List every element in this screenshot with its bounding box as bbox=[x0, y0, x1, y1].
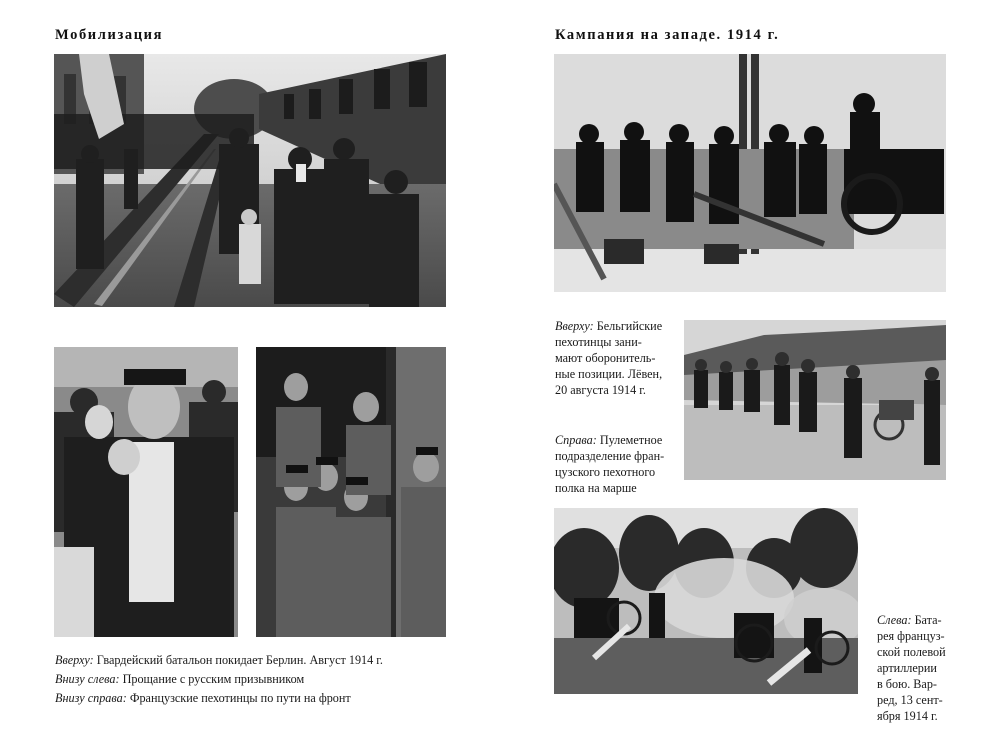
caption-line-top: Вверху: Гвардейский батальон покидает Берлин. Август 1914 г. bbox=[55, 653, 383, 667]
photo-french-infantry-wagon bbox=[256, 347, 446, 637]
running-head-right: Кампания на западе. 1914 г. bbox=[555, 27, 780, 43]
photo-russian-conscript bbox=[54, 347, 238, 637]
caption-machine-gun-unit: Справа: Пулеметное подразделение фран- цузского пехотного полка на марше bbox=[555, 433, 665, 495]
photo-berlin-station bbox=[54, 54, 446, 307]
caption-line-bottom-right: Внизу справа: Французские пехотинцы по пути на фронт bbox=[55, 691, 351, 705]
running-head-left: Мобилизация bbox=[55, 27, 164, 43]
caption-line-bottom-left: Внизу слева: Прощание с русским призывником bbox=[55, 672, 305, 686]
photo-machine-gun-unit bbox=[684, 320, 946, 480]
caption-belgian-infantry: Вверху: Бельгийские пехотинцы зани- мают оборонитель- ные позиции. Лёвен, 20 августа 1914 г. bbox=[555, 319, 663, 397]
caption-left-page bbox=[55, 652, 475, 706]
photo-french-artillery bbox=[554, 508, 858, 694]
right-page bbox=[500, 0, 1000, 750]
caption-french-artillery: Слева: Бата- рея француз- ской полевой артиллерии в бою. Вар- ред, 13 сент- ября 1914 г. bbox=[877, 613, 946, 723]
photo-belgian-infantry bbox=[554, 54, 946, 292]
